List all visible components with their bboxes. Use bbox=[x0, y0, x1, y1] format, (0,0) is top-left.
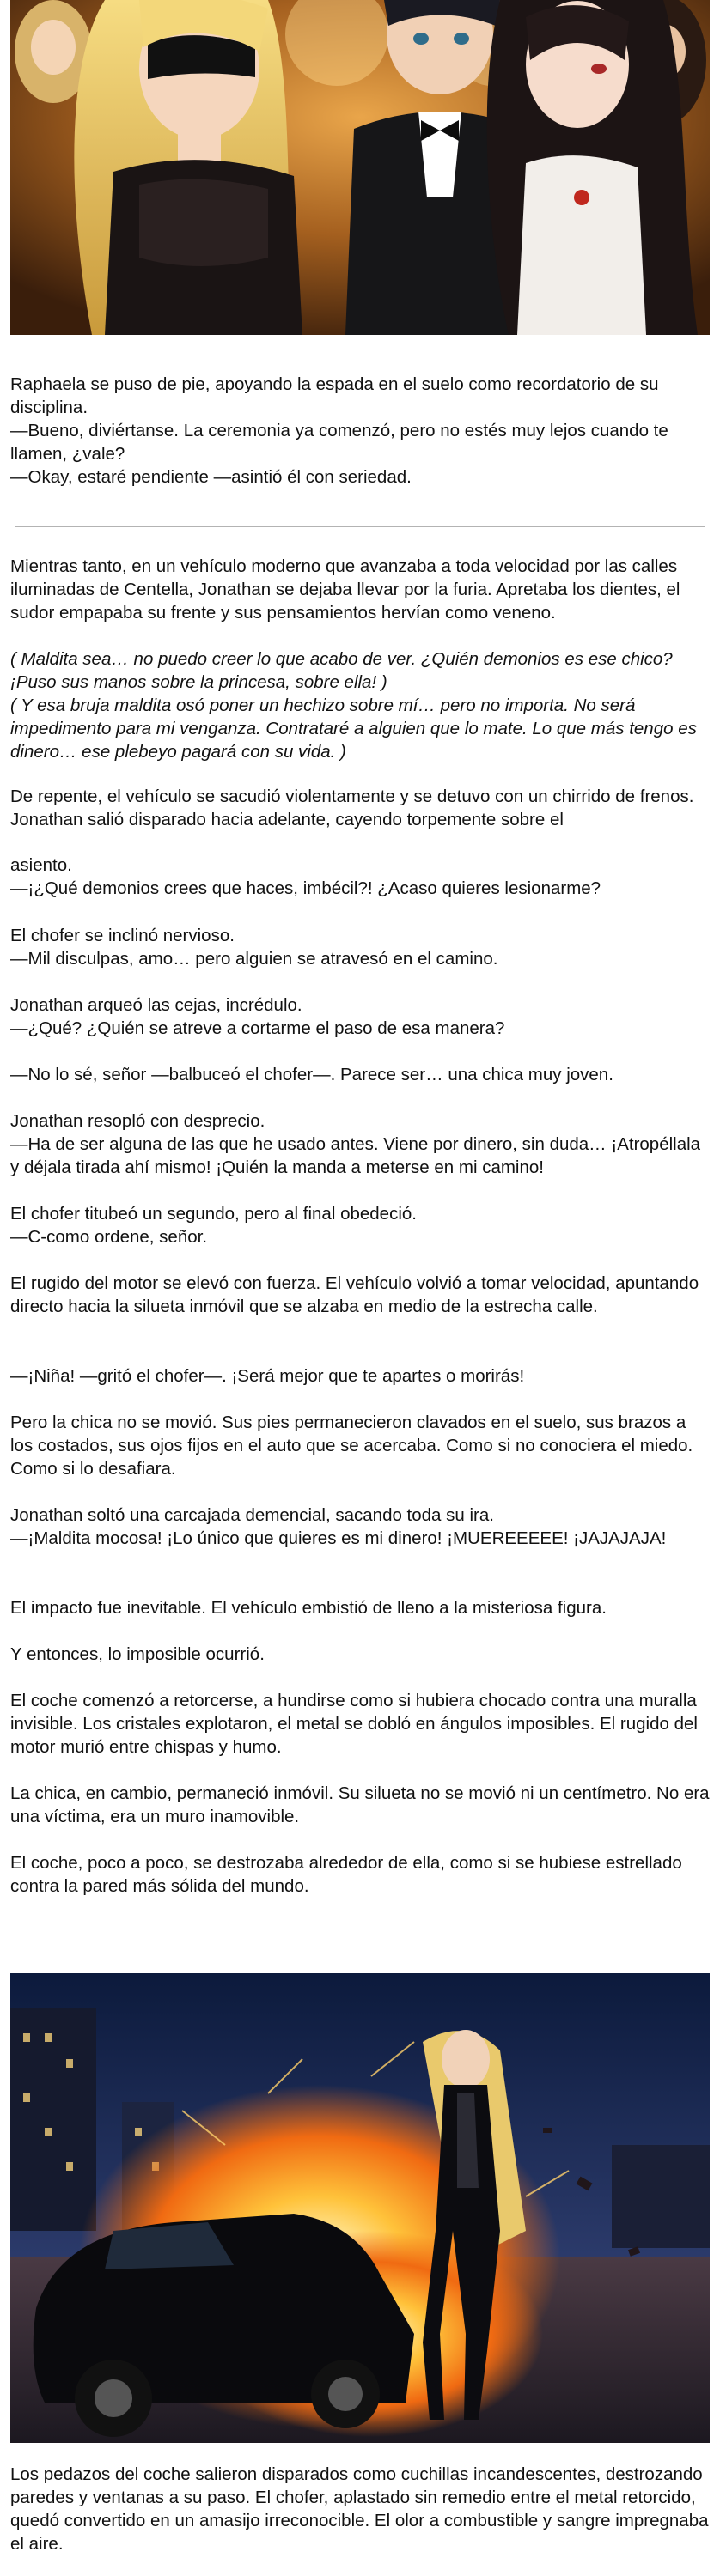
paragraph: De repente, el vehículo se sacudió violentamente y se detuvo con un chirrido de frenos. Jonathan salió disparado hacia adelante, cayendo torpemente sobre el bbox=[10, 787, 694, 829]
dialogue: —C-como ordene, señor. bbox=[10, 1227, 208, 1247]
thought: ( Y esa bruja maldita osó poner un hechizo sobre mí… pero no importa. No será impedimento para mi venganza. Contrataré a alguien que lo mate. Lo que más tengo es dinero… ese plebeyo pagará con su vida. ) bbox=[10, 696, 697, 762]
paragraph: Jonathan arqueó las cejas, incrédulo. bbox=[10, 995, 302, 1015]
paragraph: Pero la chica no se movió. Sus pies permanecieron clavados en el suelo, sus brazos a los costados, sus ojos fijos en el auto que se acercaba. Como si no conociera el miedo. Como si lo desafiara. bbox=[10, 1413, 693, 1479]
dialogue: —¿Qué? ¿Quién se atreve a cortarme el paso de esa manera? bbox=[10, 1018, 505, 1038]
paragraph: El chofer titubeó un segundo, pero al final obedeció. bbox=[10, 1204, 417, 1224]
dialogue: —Mil disculpas, amo… pero alguien se atravesó en el camino. bbox=[10, 949, 498, 969]
dialogue: —¡¿Qué demonios crees que haces, imbécil?! ¿Acaso quieres lesionarme? bbox=[10, 878, 601, 898]
illustration-party-scene bbox=[10, 0, 710, 335]
illustration-car-explosion bbox=[10, 1973, 710, 2443]
paragraph: Jonathan resopló con desprecio. bbox=[10, 1111, 265, 1131]
paragraph: Los pedazos del coche salieron disparados como cuchillas incandescentes, destrozando paredes y ventanas a su paso. El chofer, aplastado sin remedio entre el metal retorcido, quedó convertido en un amasijo irreconocible. El olor a combustible y sangre impregnaba el aire. bbox=[10, 2464, 709, 2554]
paragraph: asiento. bbox=[10, 855, 72, 875]
paragraph: Jonathan soltó una carcajada demencial, sacando toda su ira. bbox=[10, 1505, 494, 1525]
thought: ( Maldita sea… no puedo creer lo que acabo de ver. ¿Quién demonios es ese chico? ¡Puso sus manos sobre la princesa, sobre ella! ) bbox=[10, 649, 673, 692]
dialogue: —¡Niña! —gritó el chofer—. ¡Será mejor que te apartes o morirás! bbox=[10, 1366, 525, 1386]
section-divider bbox=[15, 526, 705, 527]
paragraph: El chofer se inclinó nervioso. bbox=[10, 926, 235, 945]
paragraph: El coche comenzó a retorcerse, a hundirse como si hubiera chocado contra una muralla invisible. Los cristales explotaron, el metal se dobló en ángulos imposibles. El rugido del motor murió entre chispas y humo. bbox=[10, 1691, 698, 1757]
paragraph: El rugido del motor se elevó con fuerza. El vehículo volvió a tomar velocidad, apuntando directo hacia la silueta inmóvil que se alzaba en medio de la estrecha calle. bbox=[10, 1273, 699, 1316]
dialogue: —Ha de ser alguna de las que he usado antes. Viene por dinero, sin duda… ¡Atropéllala y déjala tirada ahí mismo! ¡Quién la manda a meterse en mi camino! bbox=[10, 1134, 701, 1177]
paragraph: El impacto fue inevitable. El vehículo embistió de lleno a la misteriosa figura. bbox=[10, 1598, 607, 1618]
paragraph: El coche, poco a poco, se destrozaba alrededor de ella, como si se hubiese estrellado contra la pared más sólida del mundo. bbox=[10, 1853, 682, 1896]
paragraph: Mientras tanto, en un vehículo moderno que avanzaba a toda velocidad por las calles iluminadas de Centella, Jonathan se dejaba llevar por la furia. Apretaba los dientes, el sudor empapaba su frente y sus pensamientos hervían como veneno. bbox=[10, 556, 680, 623]
dialogue: —No lo sé, señor —balbuceó el chofer—. Parece ser… una chica muy joven. bbox=[10, 1065, 613, 1084]
paragraph: Y entonces, lo imposible ocurrió. bbox=[10, 1644, 265, 1664]
dialogue: —Bueno, diviértanse. La ceremonia ya comenzó, pero no estés muy lejos cuando te llamen, ¿vale? bbox=[10, 421, 668, 464]
paragraph: La chica, en cambio, permaneció inmóvil. Su silueta no se movió ni un centímetro. No era una víctima, era un muro inamovible. bbox=[10, 1783, 710, 1826]
paragraph: Raphaela se puso de pie, apoyando la espada en el suelo como recordatorio de su disciplina. bbox=[10, 374, 659, 417]
dialogue: —¡Maldita mocosa! ¡Lo único que quieres es mi dinero! ¡MUEREEEEE! ¡JAJAJAJA! bbox=[10, 1528, 667, 1548]
dialogue: —Okay, estaré pendiente —asintió él con seriedad. bbox=[10, 467, 412, 487]
